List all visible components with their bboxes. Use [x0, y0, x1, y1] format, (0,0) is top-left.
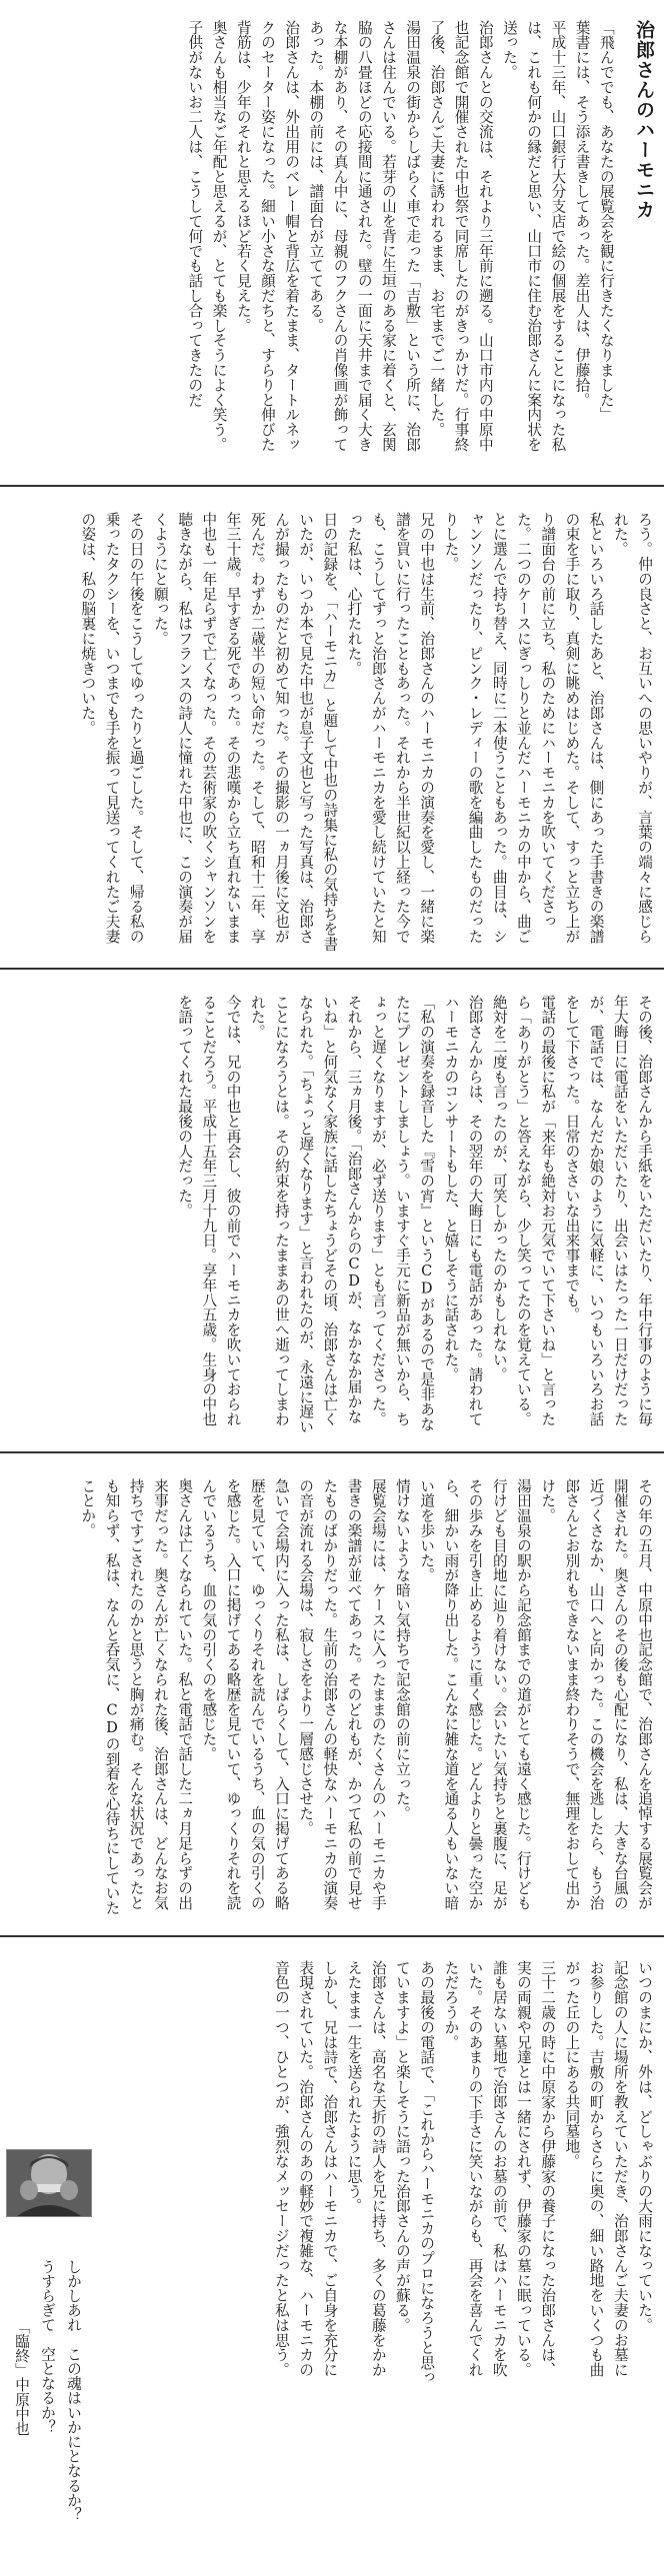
- section-divider: [0, 1451, 664, 1453]
- paragraph: 私といろいろ話したあと、治郎さんは、側にあった手書きの楽譜の束を手に取り、真剣に眺めはじめた。そして、すっと立ち上がり譜面台の前に立ち、私のためにハーモニカを吹いてくださった。二つのケースにぎっしりと並んだハーモニカの中から、曲ごとに選んで持ち替え、同時に二本使うこともあった。曲目は、シャンソンだったり、ピンク・レディーの歌を編曲したものだったりした。: [442, 512, 605, 945]
- paragraph: いつのまにか、外は、どしゃぶりの大雨になっていた。: [636, 1960, 653, 2333]
- column-block-2: [75, 512, 656, 952]
- column-block-3: [172, 995, 656, 1434]
- paragraph: 展覧会場には、ケースに入ったままのたくさんのハーモニカや手書きの楽譜が並べてあった。そのどれもが、かつて私の前で見せたものばかりだった。生前の治郎さんの軽快なハーモニカの演奏の音が流れる会場は、寂しさをより一層感じさせた。: [297, 1478, 387, 1911]
- paragraph: 湯田温泉の街からしばらく車で走った「吉敷」という所に、治郎さんは住んでいる。若芽の山を背に生垣のある家に着くと、玄関脇の八畳ほどの応接間に通された。壁の一面に天井まで届く大きな本棚があり、その真ん中に、母親のフクさんの肖像画が飾ってあった。本棚の前には、譜面台が立ててある。: [307, 20, 422, 453]
- paragraph: その後、治郎さんから手紙をいただいたり、年中行事のように毎年大晦日に電話をいただいたり、出会いはたった一日だけだったが、電話では、なんだか娘のように気軽に、いつもいろいろお話をして下さった。日常のささいな出来事までも。: [563, 995, 653, 1427]
- column-block-5: [269, 1960, 656, 2390]
- article-title: 治郎さんのハーモニカ: [633, 20, 655, 220]
- paragraph: 治郎さんは、高名な天折の詩人を兄に持ち、多くの葛藤をかかえたまま一生を送られたように思う。: [345, 1960, 387, 2378]
- poem-line: しかしあれ この魂はいかにとなるか？: [65, 2259, 82, 2522]
- column-block-1: [182, 20, 656, 460]
- paragraph: 葉書には、そう添え書きしてあった。差出人は、伊藤拾。: [573, 20, 591, 408]
- poem-quote: [8, 2259, 86, 2559]
- paragraph: 奥さんは亡くなられていた。私と電話で話した二ヵ月足らずの出来事だった。奥さんが亡くなられた後、治郎さんは、どんなお気持ちですごされたのかと思うと胸が痛む。そんな状況であったとも知らず、私は、なんと呑気に、CDの到着を心待ちにしていたことか。: [79, 1478, 194, 1915]
- paragraph: 兄の中也は生前、治郎さんのハーモニカの演奏を愛し、一緒に楽譜を買いに行ったこともあった。それから半世紀以上経った今でも、こうしてずっと治郎さんがハーモニカを愛し続けていたと知った私は、心打たれた。: [345, 512, 436, 945]
- paragraph: 三十二歳の時に中原家から伊藤家の養子になった治郎さんは、実の両親や兄達とは一緒にされず、伊藤家の墓に眠っている。: [514, 1960, 557, 2378]
- paragraph: 奥さんも相当なご年配と思えるが、とても楽しそうによく笑う。子供がないお二人は、こうして何でも話し合ってきたのだ: [186, 20, 228, 453]
- section-divider: [0, 968, 664, 970]
- paragraph: 湯田温泉の駅から記念館までの道がとても遠く感じた。行けども行けども目的地に辿り着けない。会いたい気持ちと裏腹に、足がその歩みを引き止めるように重く感じた。どんよりと曇った空から、細かい雨が降り出した。こんなに雑な道を通る人もいない暗い道を歩いた。: [418, 1478, 532, 1911]
- harmonica-player-photo: [6, 2149, 92, 2217]
- section-3: [0, 975, 664, 1444]
- paragraph: 「飛んででも、あなたの展覧会を観に行きたくなりました」: [597, 20, 615, 423]
- paragraph: 今では、兄の中也と再会し、彼の前でハーモニカを吹いておられることだろう。平成十五年三月十九日。享年八五歳。生身の中也を語ってくれた最後の人だった。: [176, 995, 242, 1427]
- paragraph: それから、三ヵ月後。「治郎さんからのCDが、なかなか届かないね」と何気なく家族に話したちょうどその頃、治郎さんは亡くなられた。「ちょっと遅くなります」と言われたのが、永遠に遅いことになろうとは。その約束を持ったままあの世へ逝ってしまわれた。: [248, 995, 363, 1434]
- paragraph: その年の五月、中原中也記念館で、治郎さんを追悼する展覧会が開催された。奥さんのその後も心配になり、私は、大きな台風の近づくさなか、山口へと向かった。この機会を逃したら、もう治郎さんとお別れもできないまま終わりそうで、無理をおして出かけた。: [539, 1478, 653, 1911]
- paragraph: 記念館の人に場所を教えていただき、治郎さんご夫妻のお墓にお参りした。吉敷の町からさらに奥の、細い路地をいくつも曲がった丘の上にある共同墓地。: [563, 1960, 629, 2378]
- section-divider: [0, 485, 664, 487]
- paragraph: 平成十三年、山口銀行大分支店で絵の個展をすることになった私は、これも何かの縁だと思い、山口市に住む治郎さんに案内状を送った。: [500, 20, 567, 453]
- harmonica-player-illustration: [7, 2150, 91, 2216]
- paragraph: ろう。仲の良さと、お互いへの思いやりが、言葉の端々に感じられた。: [611, 512, 653, 945]
- paragraph: 日の記録を、「ハーモニカ」と題して中也の詩集に私の気持ちを書いたが、いつか本で見た中也が息子文也と写った写真は、治郎さんが撮ったものだと初めて知った。その撮影の一ヵ月後に文也が死んだ。わずか二歳半の短い命だった。そして、昭和十二年、享年三十歳。早すぎる死であった。その悲嘆から立ち直れないまま中也も一年足らずで亡くなった。その芸術家の吹くシャンソンを聴きながら、私はフランスの詩人に憧れた中也に、この演奏が届くようにと願った。: [151, 512, 339, 952]
- paragraph: 治郎さんは、外出用のベレー帽と背広を着たまま、タートルネックのセーター姿になった。細い小さな顔だちと、すらりと伸びた背筋は、少年のそれと思えるほど若く見えた。: [234, 20, 301, 453]
- paragraph: その日の午後をこうしてゆったりと過ごした。そして、帰る私の乗ったタクシーを、いつまでも手を振って見送ってくれたご夫妻の姿は、私の脳裏に焼きついた。: [79, 512, 145, 945]
- column-block-4: [75, 1478, 656, 1918]
- section-2: [0, 492, 664, 962]
- poem-source: 「臨終」中原中也: [13, 2319, 30, 2436]
- paragraph: 「私の演奏を録音した『雪の宵』というCDがあるので是非あなたにプレゼントしましょう。いますぐ手元に新品が無いから、ちょっと遅くなりますが、必ず送ります」とも言ってくださった。: [369, 995, 436, 1431]
- section-4: [0, 1458, 664, 1928]
- section-1: [0, 0, 664, 480]
- paragraph: 急いで会場内に入った私は、しばらくして、入口に掲げてある略歴を見ていて、ゆっくりそれを読んでいるうち、血の気の引くのを感じた。入口に掲げてある略歴を見ていて、ゆっくりそれを読んでいるうち、血の気の引くのを感じた。: [200, 1478, 290, 1911]
- section-5: [0, 1942, 664, 2576]
- paragraph: しかし、兄は詩で、治郎さんはハーモニカで、ご自身を充分に表現されていた。治郎さんのあの軽妙で複雑な、ハーモニカの音色の一つ、ひとつが、強烈なメッセージだったと私は思う。: [272, 1960, 339, 2378]
- section-divider: [0, 1935, 664, 1937]
- paragraph: 情けないような暗い気持ちで記念館の前に立った。: [393, 1478, 411, 1821]
- paragraph: 治郎さんからは、その翌年の大晦日にも電話があった。請われてハーモニカのコンサートもした、と嬉しそうに話された。: [442, 995, 484, 1427]
- paragraph: 誰も居ない墓地で治郎さんのお墓の前で、私はハーモニカを吹いた。そのあまりの下手さに笑いながらも、再会を喜んでくれただろうか。: [442, 1960, 508, 2378]
- paragraph: あの最後の電話で、「これからハーモニカのプロになろうと思っていますよ」と楽しそうに語った治郎さんの声が蘇る。: [393, 1960, 436, 2385]
- paragraph: 電話の最後に私が「来年も絶対お元気でいて下さいね」と言ったら「ありがとう」と答えながら、少し笑ってたのを覚えている。絶対を二度も言ったのが、可笑しかったのかもしれない。: [490, 995, 557, 1427]
- poem-line: うすらぎて 空となるか？: [39, 2259, 56, 2435]
- paragraph: 治郎さんとの交流は、それより三年前に遡る。山口市内の中原中也記念館で開催された中也祭で同席したのがきっかけだ。行事終了後、治郎さんご夫妻に誘われるまま、お宅までご一緒した。: [428, 20, 494, 453]
